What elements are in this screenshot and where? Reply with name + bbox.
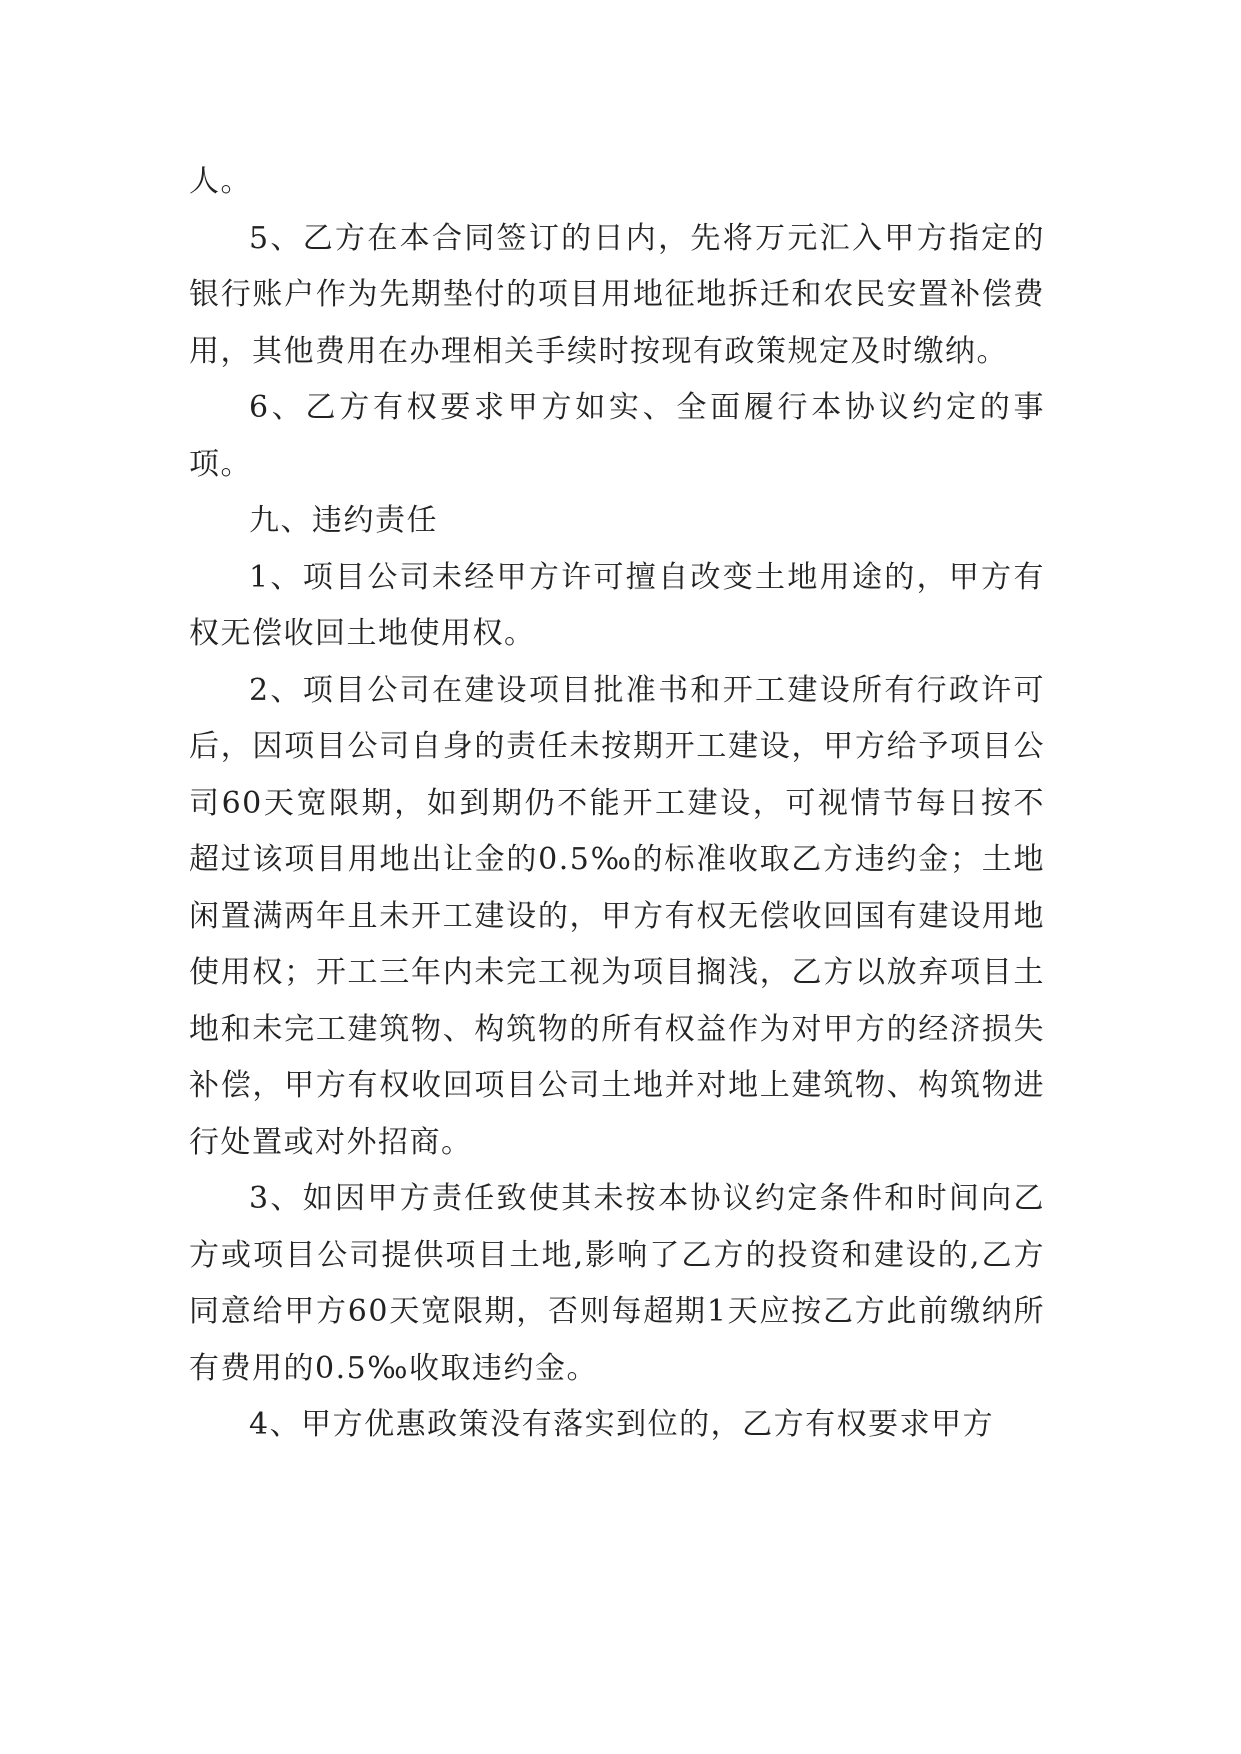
paragraph-item-6: 6、乙方有权要求甲方如实、全面履行本协议约定的事项。	[189, 390, 1045, 482]
paragraph-breach-1: 1、项目公司未经甲方许可擅自改变土地用途的，甲方有权无偿收回土地使用权。	[189, 559, 1045, 651]
section-heading-breach-liability: 九、违约责任	[249, 503, 438, 538]
paragraph-breach-4: 4、甲方优惠政策没有落实到位的，乙方有权要求甲方	[249, 1407, 995, 1442]
paragraph-continuation: 人。	[189, 164, 252, 199]
paragraph-breach-2: 2、项目公司在建设项目批准书和开工建设所有行政许可后，因项目公司自身的责任未按期开工建设，甲方给予项目公司60天宽限期，如到期仍不能开工建设，可视情节每日按不超过该项目用地出让金的0.5‰的标准收取乙方违约金；土地闲置满两年且未开工建设的，甲方有权无偿收回国有建设用地使用权；开工三年内未完工视为项目搁浅，乙方以放弃项目土地和未完工建筑物、构筑物的所有权益作为对甲方的经济损失补偿，甲方有权收回项目公司土地并对地上建筑物、构筑物进行处置或对外招商。	[189, 672, 1045, 1160]
paragraph-breach-3: 3、如因甲方责任致使其未按本协议约定条件和时间向乙方或项目公司提供项目土地,影响了乙方的投资和建设的,乙方同意给甲方60天宽限期，否则每超期1天应按乙方此前缴纳所有费用的0.5‰收取违约金。	[189, 1181, 1045, 1386]
paragraph-item-5: 5、乙方在本合同签订的日内，先将万元汇入甲方指定的银行账户作为先期垫付的项目用地征地拆迁和农民安置补偿费用，其他费用在办理相关手续时按现有政策规定及时缴纳。	[189, 220, 1045, 369]
document-body	[189, 154, 1045, 1454]
